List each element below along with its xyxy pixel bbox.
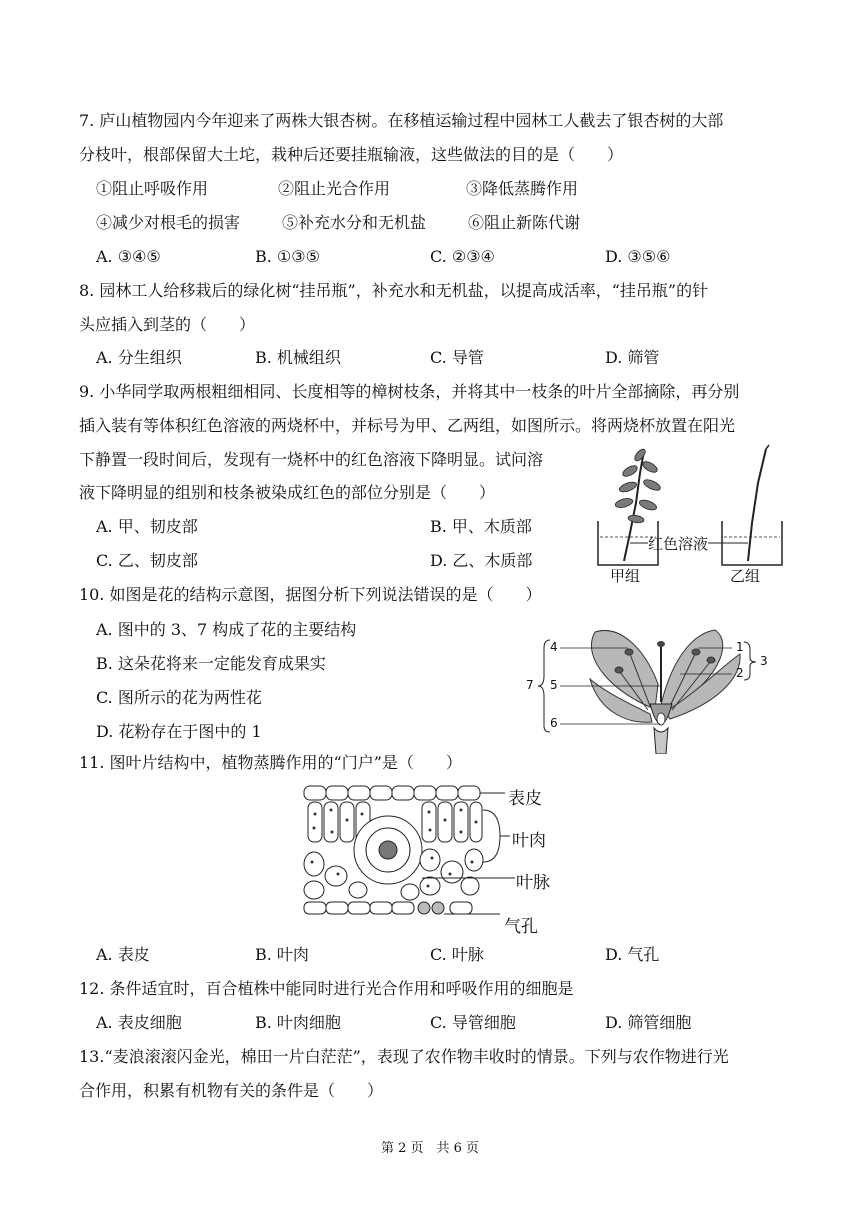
q11-stem: 11. 图叶片结构中，植物蒸腾作用的“门户”是（ ）: [79, 753, 462, 772]
q10-stem: 10. 如图是花的结构示意图，据图分析下列说法错误的是（ ）: [79, 585, 542, 604]
q9-option-c[interactable]: C. 乙、韧皮部: [96, 551, 198, 570]
q9-option-b[interactable]: B. 甲、木质部: [430, 517, 532, 536]
q13-stem-line1: 13.“麦浪滚滚闪金光，棉田一片白茫茫”，表现了农作物丰收时的情景。下列与农作物进行光: [79, 1047, 729, 1066]
q8-stem-line2: 头应插入到茎的（ ）: [79, 315, 256, 334]
q9-stem-line3: 下静置一段时间后，发现有一烧杯中的红色溶液下降明显。试问溶: [79, 450, 544, 469]
q10-option-a[interactable]: A. 图中的 3、7 构成了花的主要结构: [96, 620, 357, 639]
q11-option-a[interactable]: A. 表皮: [96, 945, 150, 964]
q7-item-6: ⑥阻止新陈代谢: [468, 213, 581, 232]
q7-item-4: ④减少对根毛的损害: [96, 213, 241, 232]
q11-label-stoma: 气孔: [504, 917, 538, 937]
q7-stem-line1: 7. 庐山植物园内今年迎来了两株大银杏树。在移植运输过程中园林工人截去了银杏树的大部: [79, 111, 724, 130]
q9-group-b-label: 乙组: [730, 567, 761, 585]
q11-option-b[interactable]: B. 叶肉: [255, 945, 309, 964]
q10-flower-figure: [520, 624, 780, 754]
q7-option-b[interactable]: B. ①③⑤: [255, 247, 320, 266]
q9-stem-line1: 9. 小华同学取两根粗细相同、长度相等的樟树枝条，并将其中一枝条的叶片全部摘除，再分别: [79, 382, 740, 401]
q8-option-b[interactable]: B. 机械组织: [255, 348, 341, 367]
q8-stem-line1: 8. 园林工人给移栽后的绿化树“挂吊瓶”，补充水和无机盐，以提高成活率，“挂吊瓶”的针: [79, 281, 709, 300]
q11-option-c[interactable]: C. 叶脉: [430, 945, 484, 964]
q7-item-3: ③降低蒸腾作用: [466, 179, 579, 198]
q10-option-b[interactable]: B. 这朵花将来一定能发育成果实: [96, 654, 326, 673]
q13-stem-line2: 合作用，积累有机物有关的条件是（ ）: [79, 1081, 384, 1100]
q7-option-d[interactable]: D. ③⑤⑥: [605, 247, 671, 266]
q10-option-c[interactable]: C. 图所示的花为两性花: [96, 688, 262, 707]
q10-label-1: 1: [736, 640, 744, 654]
q7-stem-line2: 分枝叶，根部保留大土坨，栽种后还要挂瓶输液，这些做法的目的是（ ）: [79, 145, 624, 164]
q9-option-d[interactable]: D. 乙、木质部: [430, 551, 533, 570]
q9-stem-line2: 插入装有等体积红色溶液的两烧杯中，并标号为甲、乙两组，如图所示。将两烧杯放置在阳光: [79, 416, 736, 435]
q10-option-d[interactable]: D. 花粉存在于图中的 1: [96, 722, 262, 741]
q10-label-6: 6: [550, 716, 558, 730]
q9-stem-line4: 液下降明显的组别和枝条被染成红色的部位分别是（ ）: [79, 483, 496, 502]
q8-option-c[interactable]: C. 导管: [430, 348, 484, 367]
page-footer: 第 2 页 共 6 页: [380, 1141, 480, 1156]
q9-group-a-label: 甲组: [610, 567, 641, 585]
q8-option-d[interactable]: D. 筛管: [605, 348, 660, 367]
q7-item-2: ②阻止光合作用: [278, 179, 391, 198]
q7-item-1: ①阻止呼吸作用: [96, 179, 209, 198]
q12-option-d[interactable]: D. 筛管细胞: [605, 1013, 692, 1032]
q10-label-2: 2: [736, 666, 744, 680]
q11-label-mesophyll: 叶肉: [512, 831, 546, 851]
q10-label-7: 7: [526, 678, 534, 692]
q11-leaf-figure: [300, 780, 570, 940]
q7-option-a[interactable]: A. ③④⑤: [96, 247, 161, 266]
q12-option-c[interactable]: C. 导管细胞: [430, 1013, 516, 1032]
q7-option-c[interactable]: C. ②③④: [430, 247, 495, 266]
q9-option-a[interactable]: A. 甲、韧皮部: [96, 517, 198, 536]
q11-label-epidermis: 表皮: [508, 789, 542, 809]
q11-option-d[interactable]: D. 气孔: [605, 945, 660, 964]
q9-solution-label: 红色溶液: [648, 535, 709, 553]
q11-label-vein: 叶脉: [516, 873, 550, 893]
q12-stem: 12. 条件适宜时，百合植株中能同时进行光合作用和呼吸作用的细胞是: [79, 979, 574, 998]
q12-option-a[interactable]: A. 表皮细胞: [96, 1013, 182, 1032]
q9-beaker-figure: [588, 443, 788, 585]
q12-option-b[interactable]: B. 叶肉细胞: [255, 1013, 341, 1032]
q10-label-4: 4: [550, 640, 558, 654]
q10-label-5: 5: [550, 678, 558, 692]
q7-item-5: ⑤补充水分和无机盐: [282, 213, 427, 232]
q8-option-a[interactable]: A. 分生组织: [96, 348, 182, 367]
q10-label-3: 3: [760, 654, 768, 668]
